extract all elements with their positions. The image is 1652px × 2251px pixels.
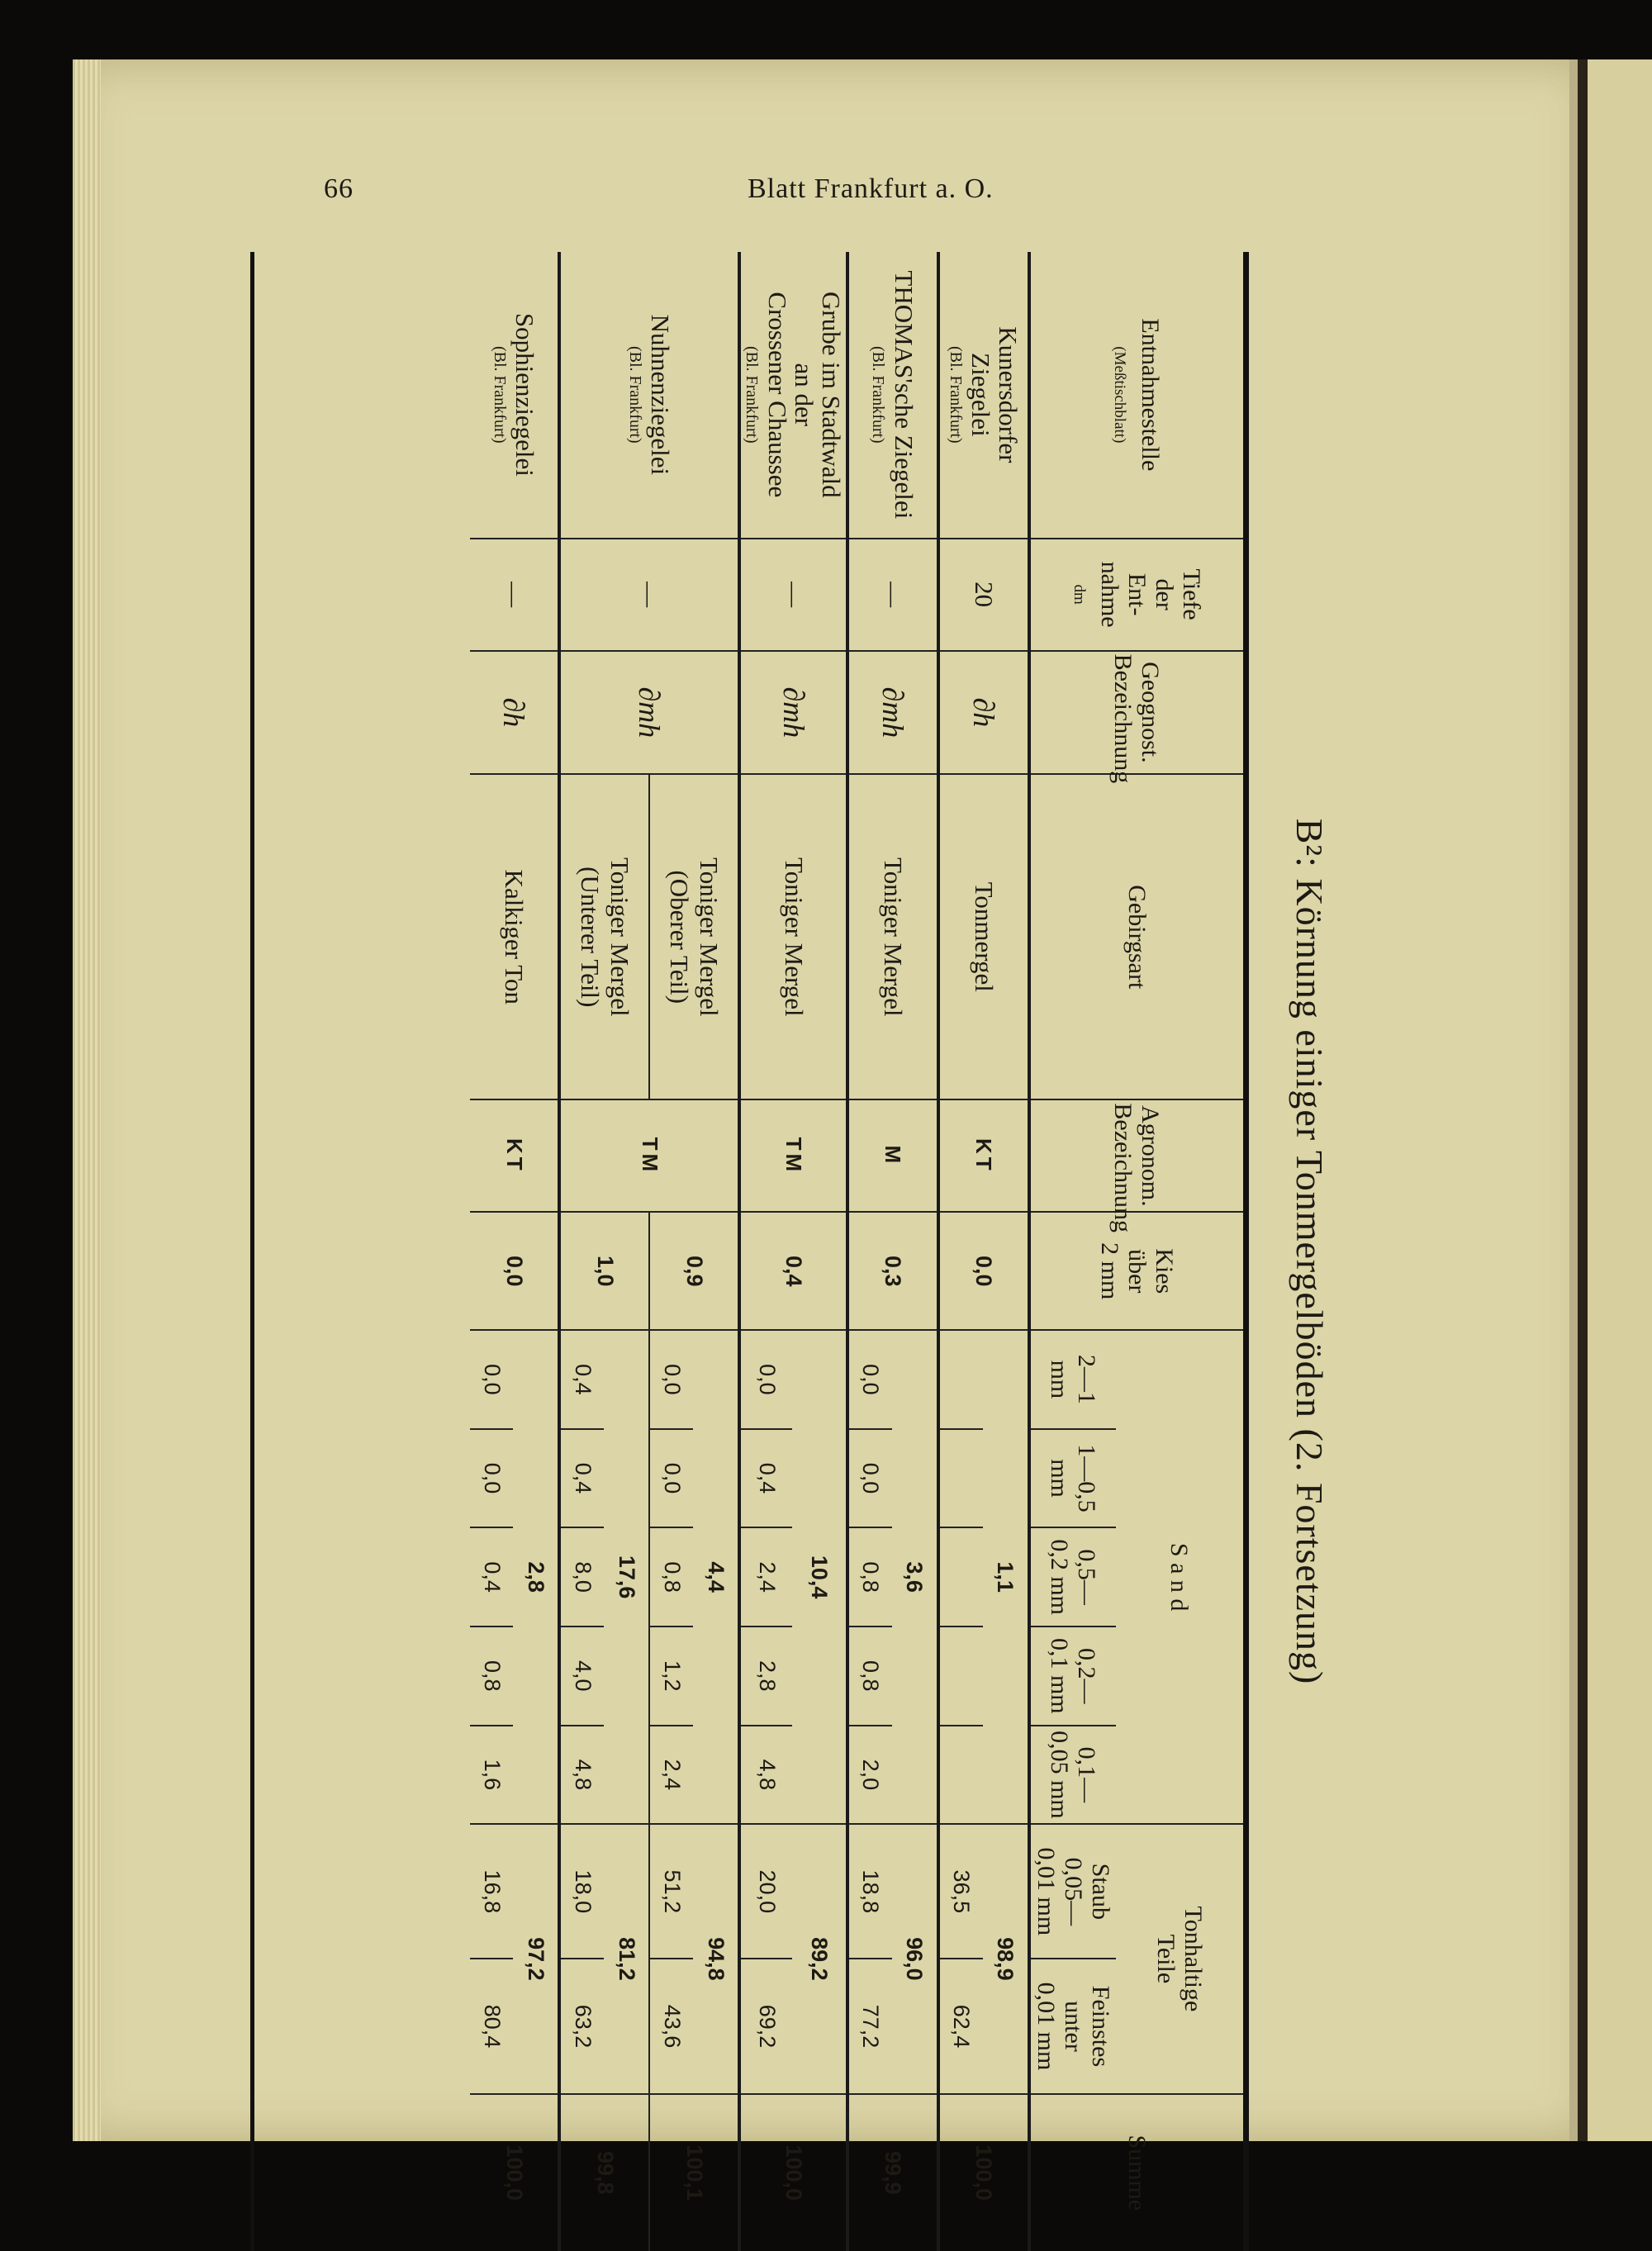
page-number: 66 [324, 173, 354, 204]
agronom-cell: KT [938, 1099, 1029, 1212]
sand-total-cell: 2,8 [513, 1330, 559, 1824]
book-gutter [1569, 59, 1652, 2141]
sand-cell [938, 1527, 983, 1627]
clay-cell: 18,8 [847, 1824, 892, 1959]
grain-size-table [470, 252, 1249, 2251]
gravel-cell: 1,0 [559, 1212, 649, 1330]
clay-cell: 20,0 [739, 1824, 792, 1959]
geognost-cell: ∂mh [739, 651, 847, 775]
sand-cell: 2,4 [649, 1726, 693, 1825]
location-cell: Grube im Stadtwald an der Crossener Chaussee (Bl. Frankfurt) [739, 252, 847, 539]
agronom-cell: TM [559, 1099, 739, 1212]
clay-cell: 18,0 [559, 1824, 604, 1959]
clay-cell: 80,4 [470, 1959, 513, 2093]
sand-total-cell: 17,6 [604, 1330, 649, 1824]
table-row [693, 252, 739, 2251]
geognost-cell: ∂mh [559, 651, 739, 775]
sand-cell: 0,4 [559, 1330, 604, 1429]
location-cell: Sophienziegelei (Bl. Frankfurt) [470, 252, 559, 539]
depth-cell: — [847, 539, 938, 651]
clay-cell: 51,2 [649, 1824, 693, 1959]
total-cell: 100,0 [938, 2094, 1029, 2251]
gravel-cell: 0,4 [739, 1212, 847, 1330]
agronom-cell: TM [739, 1099, 847, 1212]
table-row [983, 252, 1029, 2251]
clay-total-cell: 81,2 [604, 1824, 649, 2093]
sand-cell: 2,4 [739, 1527, 792, 1627]
clay-cell: 62,4 [938, 1959, 983, 2093]
agronom-cell: KT [470, 1099, 559, 1212]
running-head: Blatt Frankfurt a. O. [748, 173, 994, 204]
sand-cell: 0,0 [470, 1330, 513, 1429]
geognost-cell: ∂mh [847, 651, 938, 775]
header-sand-02-01: 0,2— 0,1 mm [1029, 1627, 1116, 1726]
table-row [892, 252, 938, 2251]
total-cell: 100,1 [649, 2094, 739, 2251]
header-total: Summe [1029, 2094, 1246, 2251]
page-stack-edge [73, 59, 101, 2141]
geognost-cell: ∂h [470, 651, 559, 775]
rock-cell: Toniger Mergel [847, 774, 938, 1099]
location-cell: Kunersdorfer Ziegelei (Bl. Frankfurt) [938, 252, 1029, 539]
sand-cell: 2,0 [847, 1726, 892, 1825]
agronom-cell: M [847, 1099, 938, 1212]
header-agronom: Agronom. Bezeichnung [1029, 1099, 1246, 1212]
sand-cell [938, 1330, 983, 1429]
sand-total-cell: 4,4 [693, 1330, 739, 1824]
sand-cell: 1,2 [649, 1627, 693, 1726]
sand-cell: 0,0 [649, 1429, 693, 1528]
clay-total-cell: 96,0 [892, 1824, 938, 2093]
depth-cell: — [470, 539, 559, 651]
clay-cell: 16,8 [470, 1824, 513, 1959]
sand-cell: 4,8 [559, 1726, 604, 1825]
sand-cell: 2,8 [739, 1627, 792, 1726]
total-cell: 99,9 [847, 2094, 938, 2251]
sand-total-cell: 1,1 [983, 1330, 1029, 1824]
depth-cell: — [739, 539, 847, 651]
header-rock: Gebirgsart [1029, 774, 1246, 1099]
header-gravel: Kies über 2 mm [1029, 1212, 1246, 1330]
sand-cell: 0,0 [847, 1330, 892, 1429]
sand-cell: 8,0 [559, 1527, 604, 1627]
clay-cell: 43,6 [649, 1959, 693, 2093]
rock-cell: Toniger Mergel (Oberer Teil) [649, 774, 739, 1099]
sand-total-cell: 10,4 [793, 1330, 848, 1824]
clay-total-cell: 98,9 [983, 1824, 1029, 2093]
header-sand: S a n d [1116, 1330, 1246, 1824]
gravel-cell: 0,0 [470, 1212, 559, 1330]
sand-cell: 0,0 [470, 1429, 513, 1528]
rock-cell: Kalkiger Ton [470, 774, 559, 1099]
total-cell: 100,0 [470, 2094, 559, 2251]
sand-cell: 0,4 [470, 1527, 513, 1627]
location-cell: THOMAS'sche Ziegelei (Bl. Frankfurt) [847, 252, 938, 539]
sand-cell: 0,8 [649, 1527, 693, 1627]
header-sand-2-1: 2—1 mm [1029, 1330, 1116, 1429]
rock-cell: Toniger Mergel (Unterer Teil) [559, 774, 649, 1099]
header-location: Entnahmestelle (Meßtischblatt) [1029, 252, 1246, 539]
clay-total-cell: 94,8 [693, 1824, 739, 2093]
total-cell: 100,0 [739, 2094, 847, 2251]
clay-cell: 36,5 [938, 1824, 983, 1959]
sand-cell: 0,8 [470, 1627, 513, 1726]
header-clay-finest: Feinstes unter 0,01 mm [1029, 1959, 1116, 2093]
geognost-cell: ∂h [938, 651, 1029, 775]
depth-cell: — [559, 539, 739, 651]
header-sand-01-005: 0,1— 0,05 mm [1029, 1726, 1116, 1825]
clay-cell: 69,2 [739, 1959, 792, 2093]
depth-cell: 20 [938, 539, 1029, 651]
header-clay: Tonhaltige Teile [1116, 1824, 1246, 2093]
header-sand-1-05: 1—0,5 mm [1029, 1429, 1116, 1528]
sand-cell: 0,8 [847, 1527, 892, 1627]
gravel-cell: 0,9 [649, 1212, 739, 1330]
sand-cell: 0,4 [739, 1429, 792, 1528]
sand-cell: 0,8 [847, 1627, 892, 1726]
sand-cell: 1,6 [470, 1726, 513, 1825]
gravel-cell: 0,0 [938, 1212, 1029, 1330]
sand-cell [938, 1627, 983, 1726]
location-cell: Nuhnenziegelei (Bl. Frankfurt) [559, 252, 739, 539]
rotated-table-block [240, 252, 1346, 2251]
clay-cell: 63,2 [559, 1959, 604, 2093]
table-title: B²: Körnung einiger Tonmergelböden (2. Fortsetzung) [1289, 818, 1331, 1685]
sand-cell [938, 1726, 983, 1825]
table-bottom-rule [250, 252, 254, 2251]
header-clay-dust: Staub 0,05— 0,01 mm [1029, 1824, 1116, 1959]
table-row [513, 252, 559, 2251]
sand-cell: 4,8 [739, 1726, 792, 1825]
table-row [793, 252, 848, 2251]
rock-cell: Toniger Mergel [739, 774, 847, 1099]
sand-cell: 0,0 [739, 1330, 792, 1429]
header-sand-05-02: 0,5— 0,2 mm [1029, 1527, 1116, 1627]
clay-cell: 77,2 [847, 1959, 892, 2093]
gravel-cell: 0,3 [847, 1212, 938, 1330]
total-cell: 99,8 [559, 2094, 649, 2251]
clay-total-cell: 89,2 [793, 1824, 848, 2093]
sand-cell: 0,0 [847, 1429, 892, 1528]
rock-cell: Tonmergel [938, 774, 1029, 1099]
sand-cell: 4,0 [559, 1627, 604, 1726]
sand-cell: 0,0 [649, 1330, 693, 1429]
sand-cell [938, 1429, 983, 1528]
header-geognost: Geognost. Bezeichnung [1029, 651, 1246, 775]
header-depth: Tiefe der Ent- nahme dm [1029, 539, 1246, 651]
sand-cell: 0,4 [559, 1429, 604, 1528]
sand-total-cell: 3,6 [892, 1330, 938, 1824]
clay-total-cell: 97,2 [513, 1824, 559, 2093]
